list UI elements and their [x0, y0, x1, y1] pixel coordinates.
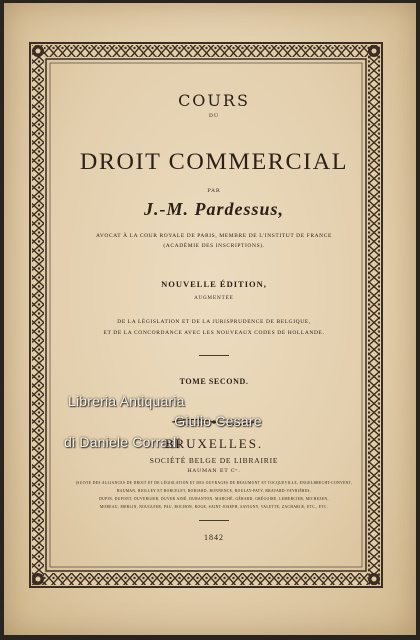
book-cover	[4, 3, 416, 635]
bookseller-stamp-line-2: Giulio Cesare	[174, 413, 262, 429]
legislation-line-1: DE LA LÉGISLATION ET DE LA JURISPRUDENCE DE BELGIQUE,	[117, 319, 311, 325]
author-name: J.-M. Pardessus,	[143, 199, 284, 219]
divider-rule	[199, 355, 229, 356]
edition-label: NOUVELLE ÉDITION,	[161, 279, 267, 289]
divider-rule-bottom	[199, 520, 229, 521]
publisher-note-4: MOREAU, MERLIN, NOUGUIER, PAU, ROCHON, ROGE, SAINT-JOSEPH, SAVIGNY, VALETTE, ZACHARIÆ, ETC., ETC.	[99, 505, 329, 509]
publisher-note-2: HAUMAN, BIOLLEY ET BORCELET, BOBIARD, BONNENCE, BOULAY-PATY, BRAVARD-VEYRIÈRES,	[116, 489, 312, 493]
publisher-note-1: (SUIVIE DES ALLIANCES DE DROIT ET DE LÉGISLATION ET DES OUVRAGES DE BEAUMONT ET TOCQUEVILLE, ENGELBRECHT-CONVENT,	[75, 481, 353, 485]
publisher-name: SOCIÉTÉ BELGE DE LIBRAIRIE	[149, 456, 279, 465]
publisher-address: HAUMAN ET Cᵉ.	[187, 468, 241, 474]
legislation-line-2: ET DE LA CONCORDANCE AVEC LES NOUVEAUX CODES DE HOLLANDE.	[103, 330, 325, 336]
publisher-note-3: DUPIN, DUPONT, DUVERGIER, DUVER AINÉ, DURANTON, MARCHÉ, GÉRARD, GRÉGOIRE, LEMERCIER, MICHEZEN,	[99, 497, 329, 501]
publication-year: 1842	[204, 533, 224, 542]
title-top: COURS	[178, 91, 250, 110]
author-affiliation-2: (ACADÉMIE DES INSCRIPTIONS).	[163, 243, 265, 249]
bookseller-stamp-line-1: Libreria Antiquaria	[68, 393, 185, 409]
by-label: PAR	[207, 188, 221, 194]
author-affiliation-1: AVOCAT À LA COUR ROYALE DE PARIS, MEMBRE DE L'INSTITUT DE FRANCE	[96, 233, 332, 239]
title-page-content	[62, 71, 366, 571]
volume-label: TOME SECOND.	[179, 377, 249, 386]
bookseller-stamp-line-3: di Daniele Corradi	[64, 434, 180, 450]
publication-city: BRUXELLES.	[164, 436, 264, 451]
augmented-label: AUGMENTÉE	[194, 296, 234, 301]
title-du: DU	[208, 113, 220, 119]
book-title: DROIT COMMERCIAL	[79, 149, 349, 174]
